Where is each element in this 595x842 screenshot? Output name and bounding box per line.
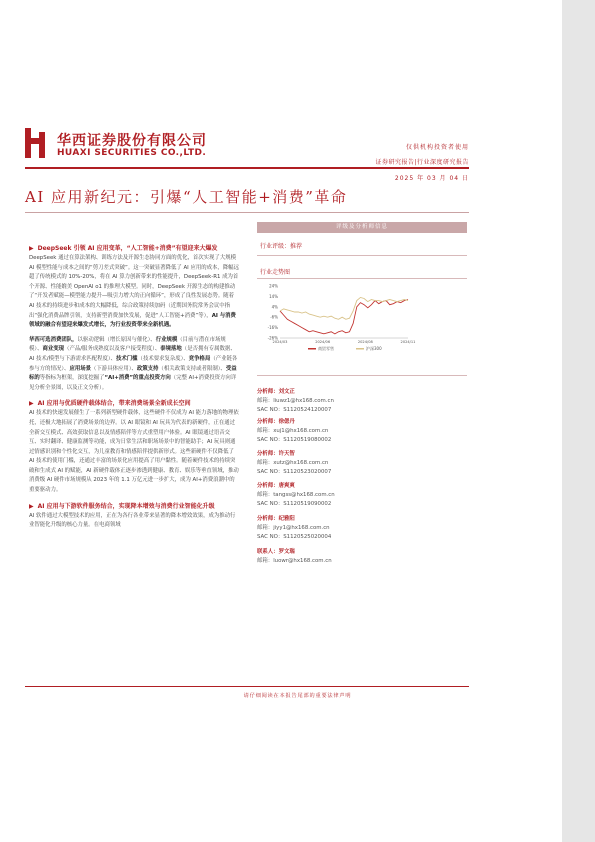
analyst-name: 刘文正 — [278, 389, 295, 395]
sac-label: SAC NO： — [257, 533, 284, 540]
analyst-card — [257, 548, 467, 566]
analyst-card — [257, 388, 467, 414]
arrow-icon: ▶ — [29, 245, 34, 252]
trend-chart — [258, 282, 468, 364]
x-tick-label: 2024/11 — [400, 340, 416, 344]
email-label: 邮箱： — [257, 459, 274, 466]
header-divider — [25, 167, 469, 169]
analyst-role: 分析师： — [257, 516, 279, 522]
side-divider — [257, 375, 467, 376]
audience-tag: 仅供机构投资者使用 — [405, 144, 469, 151]
company-name-cn: 华西证券股份有限公司 — [57, 133, 207, 149]
analyst-card — [257, 418, 467, 444]
side-divider — [257, 278, 467, 279]
y-tick-label: 14% — [269, 293, 278, 299]
analyst-card — [257, 515, 467, 541]
y-tick-label: 4% — [271, 304, 278, 310]
paragraph: 华西可选消费团队，以驱动逻辑（增长原因与催化）、行业规模（目前与潜在市场规模）、商业变现（产品/服务成熟度以及客户接受程度）、泰境落地（是否拥有专属数据、AI 技术/模型与下游需求匹配程度）、技术门槛（技术要求复杂度）、竞争格局（产业链各参与方的情况）、应用场景（下游具体应用）、政策支持（相关政策支持或者限制）、受益标的等指标为框架，深度挖掘了“AI+消费”的重点投资方向（完整 AI+消费投资方向详见分析全景图，以及正文分析）。 — [29, 336, 238, 391]
section-heading: ▶ DeepSeek 引领 AI 应用变革，“人工智能+消费”有望迎来大爆发 — [29, 245, 218, 252]
main-column — [29, 244, 239, 531]
y-tick-label: -26% — [267, 335, 278, 341]
email-label: 邮箱： — [257, 427, 274, 434]
title-divider — [25, 212, 469, 213]
analyst-name: 许天智 — [278, 451, 295, 457]
series-line — [280, 300, 408, 334]
analyst-card — [257, 482, 467, 508]
sac-label: SAC NO： — [257, 406, 284, 413]
arrow-icon: ▶ — [29, 400, 34, 408]
analyst-sac: S1120525020004 — [283, 533, 332, 540]
analyst-sac: S1120523020007 — [283, 468, 332, 475]
analyst-email[interactable]: liuwz1@hx168.com.cn — [273, 397, 334, 404]
legend-swatch — [308, 348, 316, 350]
y-tick-label: -16% — [267, 325, 278, 331]
legend-swatch — [356, 348, 364, 350]
footer-divider — [25, 686, 469, 687]
analyst-role: 分析师： — [257, 451, 279, 457]
analyst-name: 罗文瑞 — [278, 549, 295, 555]
section-heading: ▶ AI 应用与下游软件服务结合，实现降本增效与消费行业智能化升级 — [29, 502, 215, 510]
series-line — [280, 297, 408, 319]
footer-disclaimer: 请仔细阅读在本报告尾部的重要法律声明 — [243, 693, 352, 699]
analyst-role: 分析师： — [257, 389, 279, 395]
x-tick-label: 2024/08 — [357, 340, 373, 344]
trend-chart-label: 行业走势图 — [260, 269, 291, 276]
analyst-sac: S1120519080002 — [283, 436, 332, 443]
legend-label: 沪深300 — [366, 346, 382, 351]
analyst-name: 唐爽爽 — [278, 483, 295, 489]
report-date: 2025 年 03 月 04 日 — [394, 175, 469, 182]
analyst-role: 联系人： — [257, 549, 279, 555]
email-label: 邮箱： — [257, 491, 274, 498]
side-divider — [257, 255, 467, 256]
right-margin-strip — [562, 0, 595, 842]
paragraph: AI 软件通过大模型技术的应用，正在为各行各业带来显著的降本增效效果，成为推动行业智能化升级的核心力量。在电商领域 — [29, 512, 236, 529]
x-tick-label: 2024/06 — [315, 340, 331, 344]
analyst-card — [257, 450, 467, 476]
email-label: 邮箱： — [257, 557, 274, 564]
arrow-icon: ▶ — [29, 502, 34, 510]
email-label: 邮箱： — [257, 397, 274, 404]
paragraph: AI 技术的快速发展催生了一系列新型硬件载体，这些硬件不仅成为 AI 能力落地的物理依托，还极大地拓展了消费场景的边界。以 AI 眼镜和 AI 玩具为代表的新硬件，正在通过全新交互模式、高效获取信息以及情感陪伴等方式重塑用户体验。AI 眼镜通过语音交互、实时翻译、健康监测等功能，成为日常生活和职场场景中的智能助手；AI 玩具则通过情感识别和个性化交互，为儿童教育和情感陪伴提供新形式。这些新硬件不仅降低了 AI 技术的使用门槛，还通过丰富的场景化应用提高了用户黏性。随着硬件技术的持续突破和生成式 AI 的赋能，AI 新硬件载体正逐步渗透到健康、教育、娱乐等垂直领域，推动消费级 AI 硬件市场规模从 2023 年的 1.1 万亿元进一步扩大，成为 AI+消费浪潮中的重要驱动力。 — [29, 410, 239, 494]
analyst-role: 分析师： — [257, 483, 279, 489]
email-label: 邮箱： — [257, 524, 274, 531]
company-name-en: HUAXI SECURITIES CO.,LTD. — [57, 148, 207, 158]
report-title: AI 应用新纪元：引爆“人工智能+消费”革命 — [25, 188, 348, 206]
analyst-name: 纪雅阳 — [278, 516, 295, 522]
analyst-email[interactable]: xuj1@hx168.com.cn — [273, 427, 329, 434]
analyst-email[interactable]: tangss@hx168.com.cn — [273, 491, 335, 498]
report-type-tag: 证券研究报告|行业深度研究报告 — [375, 159, 469, 166]
section-heading: ▶ AI 应用与优质硬件载体结合，带来消费场景全新成长空间 — [29, 400, 191, 408]
side-header: 评级及分析师信息 — [257, 222, 467, 233]
analyst-email[interactable]: luowr@hx168.com.cn — [273, 557, 332, 564]
analyst-name: 徐偲丹 — [278, 419, 295, 425]
sac-label: SAC NO： — [257, 468, 284, 475]
analyst-email[interactable]: jiyy1@hx168.com.cn — [273, 524, 330, 531]
company-logo-icon — [25, 128, 45, 158]
industry-rating: 行业评级：推荐 — [260, 243, 303, 250]
x-tick-label: 2024/03 — [272, 340, 288, 344]
analyst-email[interactable]: xutz@hx168.com.cn — [273, 459, 329, 466]
analyst-sac: S1120519090002 — [283, 500, 332, 507]
analyst-role: 分析师： — [257, 419, 279, 425]
analyst-sac: S1120524120007 — [283, 406, 332, 413]
y-tick-label: 24% — [269, 283, 278, 289]
legend-label: 商贸零售 — [318, 346, 334, 351]
sac-label: SAC NO： — [257, 436, 284, 443]
sac-label: SAC NO： — [257, 500, 284, 507]
y-tick-label: -6% — [270, 314, 278, 320]
paragraph: DeepSeek 通过在算法架构、训练方法及开源生态协同方面的优化，首次实现了大规模 AI 模型性能与成本之间的“剪刀差式突破”。这一突破显著降低了 AI 应用的成本，降幅远超了传统模式的 10%-20%，将在 AI 算力创新带来的性能提升，DeepSeek-R1 成为首个开源、性能媲美 OpenAI o1 的推理大模型。同时，DeepSeek 开源生态的构建推动了“开发者赋能—模型能力提升—吸引力增大的正向循环”，形成了良性发展态势。随着 AI 技术的持续进步和成本的大幅降低，综合政策持续加码（近期国务院常务会议中指出“强化消费品牌引领，支持新型消费加快发展，促进“人工智能+消费”等），AI 与消费领域的融合有望迎来爆发式增长，为行业投资带来全新机遇。 — [29, 255, 239, 329]
